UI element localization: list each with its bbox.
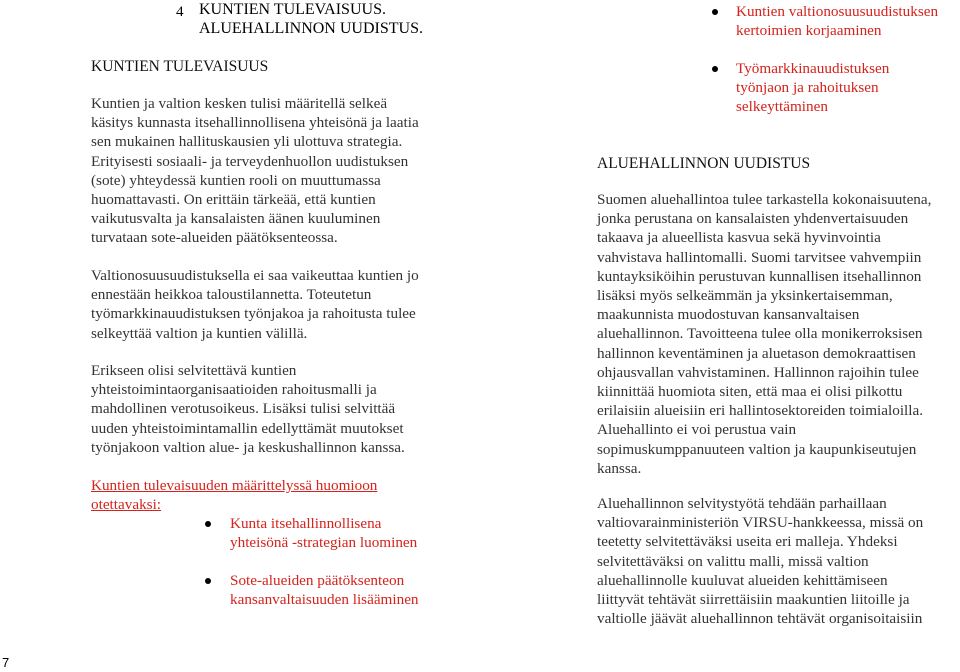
left-heading: KUNTIEN TULEVAISUUS [91,58,269,75]
text-line: työnjaon ja rahoituksen [736,79,879,97]
text-line: takaava ja alueellista kasvua sekä hyvinvointia [597,229,881,247]
text-line: Suomen aluehallintoa tulee tarkastella kokonaisuutena, [597,191,932,208]
text-line: otettavaksi: [91,496,162,514]
text-line: yhteisönä -strategian luominen [230,534,418,552]
bullet-icon [205,578,211,584]
text-line: selkeyttäminen [736,98,828,116]
text-line: Kunta itsehallinnollisena [230,515,382,532]
bullet-text [736,2,938,40]
text-line: ennestään heikkoa taloustilannetta. Toteutetun [91,286,372,304]
page-number: 7 [2,655,10,670]
text-line: Kuntien valtionosuusuudistuksen [736,3,939,20]
text-line: Erityisesti sosiaali- ja terveydenhuollon uudistuksen [91,152,409,170]
left-bullet-2 [205,571,465,611]
text-line: Erikseen olisi selvitettävä kuntien [91,362,297,379]
bullet-text [230,571,419,609]
text-line: Aluehallinnon selvitystyötä tehdään parhaillaan [597,495,887,512]
text-line: sopimuskumppanuuteen valtion ja kaupunkiseutujen [597,440,917,458]
left-paragraph-3 [91,361,405,457]
right-paragraph-1 [597,190,931,478]
right-bullet-1 [712,2,960,42]
text-line: Aluehallinto ei voi perustua vain [597,421,797,439]
text-line: maakunnista muodostuvan kansanvaltaisen [597,306,860,324]
text-line: teetetty selvitettäväksi useita eri malleja. Yhdeksi [597,533,898,551]
right-bullet-2 [712,59,960,119]
bullet-icon [712,66,718,72]
text-line: Sote-alueiden päätöksenteon [230,572,405,589]
bullet-icon [205,521,211,527]
text-line: liittyvät tehtävät siirrettäisiin maakuntien liitoille ja [597,591,910,609]
text-line: vaikutusvalta ja kansalaisten äänen kuuluminen [91,210,381,228]
bullet-icon [712,9,718,15]
text-line: valtiolle jäävät aluehallinnon tehtävät organisoitaisiin [597,610,923,628]
bullet-text [230,514,417,552]
bullet-text [736,59,889,117]
header-title [199,0,423,38]
text-line: kiinnittää huomiota siten, että maa ei olisi pilkottu [597,383,903,401]
text-line: kanssa. [597,459,642,477]
text-line: hallinnon keventäminen ja aluetason demokraattisen [597,344,916,362]
left-paragraph-2 [91,266,419,343]
left-bullet-1 [205,514,465,554]
left-paragraph-1 [91,94,419,248]
text-line: Kuntien ja valtion kesken tulisi määritellä selkeä [91,95,388,112]
text-line: huomattavasti. On erittäin tärkeää, että kuntien [91,191,376,209]
text-line: kertoimien korjaaminen [736,22,882,40]
right-heading: ALUEHALLINNON UUDISTUS [597,155,811,172]
text-line: käsitys kunnasta itsehallinnollisena yhteisönä ja laatia [91,114,419,132]
focus-heading [91,476,377,514]
text-line: Työmarkkinauudistuksen [736,60,890,77]
text-line: Kuntien tulevaisuuden määrittelyssä huomioon [91,477,378,494]
section-number: 4 [176,3,184,20]
text-line: uuden yhteistoimintamallin edellyttämät muutokset [91,419,404,437]
text-line: mahdollinen verotusoikeus. Lisäksi tulisi selvittää [91,400,396,418]
text-line: aluehallinnolle kuuluvat alueiden kehittämiseen [597,571,888,589]
text-line: turvataan sote-alueiden päätöksenteossa. [91,229,338,247]
header-title-line2: ALUEHALLINNON UUDISTUS. [199,20,423,37]
text-line: aluehallinnon. Tavoitteena tulee olla monikerroksisen [597,325,923,343]
text-line: kuntayksiköihin perustuvan kunnallisen itsehallinnon [597,267,922,285]
text-line: lisäksi myös selkeämmän ja yksinkertaisemman, [597,287,893,305]
right-paragraph-2 [597,494,923,628]
text-line: selkeyttää valtion ja kuntien välillä. [91,324,308,342]
text-line: valtiovarainministeriön VIRSU-hankkeessa, missä on [597,514,924,532]
text-line: jonka perustana on kansalaisten yhdenvertaisuuden [597,210,909,228]
text-line: sen mukainen hallituskausien yli ulottuva strategia. [91,133,403,151]
text-line: (sote) yhteydessä kuntien rooli on muuttumassa [91,171,381,189]
text-line: vahvistava hallintomalli. Suomi tarvitsee vahvempiin [597,248,922,266]
header-title-line1: KUNTIEN TULEVAISUUS. [199,1,386,18]
text-line: yhteistoimintaorganisaatioiden rahoitusmalli ja [91,381,377,399]
text-line: työmarkkinauudistuksen työnjakoa ja rahoitusta tulee [91,305,416,323]
text-line: ohjausvallan vahvistaminen. Hallinnon rajoihin tulee [597,363,919,381]
text-line: työnjakoon valtion alue- ja keskushallinnon kanssa. [91,438,405,456]
text-line: Valtionosuusuudistuksella ei saa vaikeuttaa kuntien jo [91,267,419,284]
text-line: erilaisiin alueisiin eri hallintosektoreiden toimialoilla. [597,402,924,420]
text-line: selvitettäväksi on valittu malli, missä valtion [597,552,869,570]
text-line: kansanvaltaisuuden lisääminen [230,591,419,609]
